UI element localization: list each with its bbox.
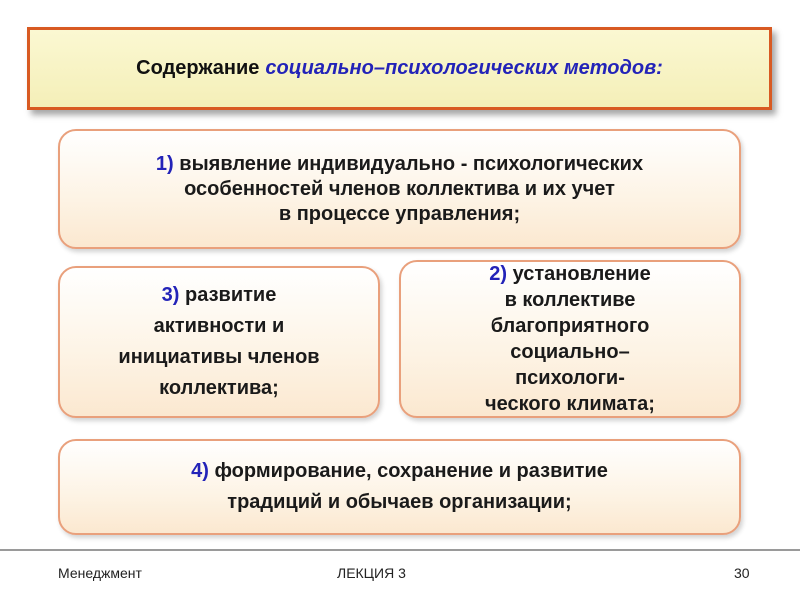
method-card-2-line-5: психологи- <box>515 367 625 389</box>
method-card-2-line-2: в коллективе <box>504 289 636 311</box>
method-card-3 <box>58 266 380 418</box>
method-number-3: 3) <box>161 284 180 306</box>
footer-page-number: 30 <box>734 565 750 581</box>
title-prefix: Содержание <box>136 57 260 79</box>
footer-divider <box>0 549 800 551</box>
title-accent: социально–психологических методов: <box>265 57 663 79</box>
footer-course: Менеджмент <box>58 565 142 581</box>
method-card-2 <box>399 260 741 418</box>
method-card-3-line-3: инициативы членов <box>118 346 320 368</box>
slide-title <box>27 27 772 110</box>
method-card-4 <box>58 439 741 535</box>
method-number-2: 2) <box>489 263 508 285</box>
method-card-4-text <box>191 456 608 518</box>
method-card-1-line-2: особенностей членов коллектива и их учет <box>184 177 615 200</box>
method-card-2-text <box>485 261 655 417</box>
method-card-1 <box>58 129 741 249</box>
method-card-3-text <box>118 280 319 404</box>
method-card-1-text <box>156 152 643 227</box>
method-card-4-line-2: традиций и обычаев организации; <box>227 491 572 513</box>
method-number-4: 4) <box>191 460 209 482</box>
method-card-3-line-2: активности и <box>153 315 285 337</box>
method-card-1-line-1: выявление индивидуально - психологических <box>173 152 644 175</box>
method-card-2-line-6: ческого климата; <box>485 393 655 415</box>
footer-lecture: ЛЕКЦИЯ 3 <box>337 565 406 581</box>
method-card-2-line-1: установление <box>507 263 651 285</box>
method-card-3-line-1: развитие <box>179 284 277 306</box>
method-number-1: 1) <box>155 152 174 175</box>
method-card-2-line-4: социально– <box>510 341 630 363</box>
method-card-3-line-4: коллектива; <box>159 377 279 399</box>
method-card-4-line-1: формирование, сохранение и развитие <box>208 460 608 482</box>
method-card-1-line-3: в процессе управления; <box>278 202 521 225</box>
method-card-2-line-3: благоприятного <box>490 315 650 337</box>
